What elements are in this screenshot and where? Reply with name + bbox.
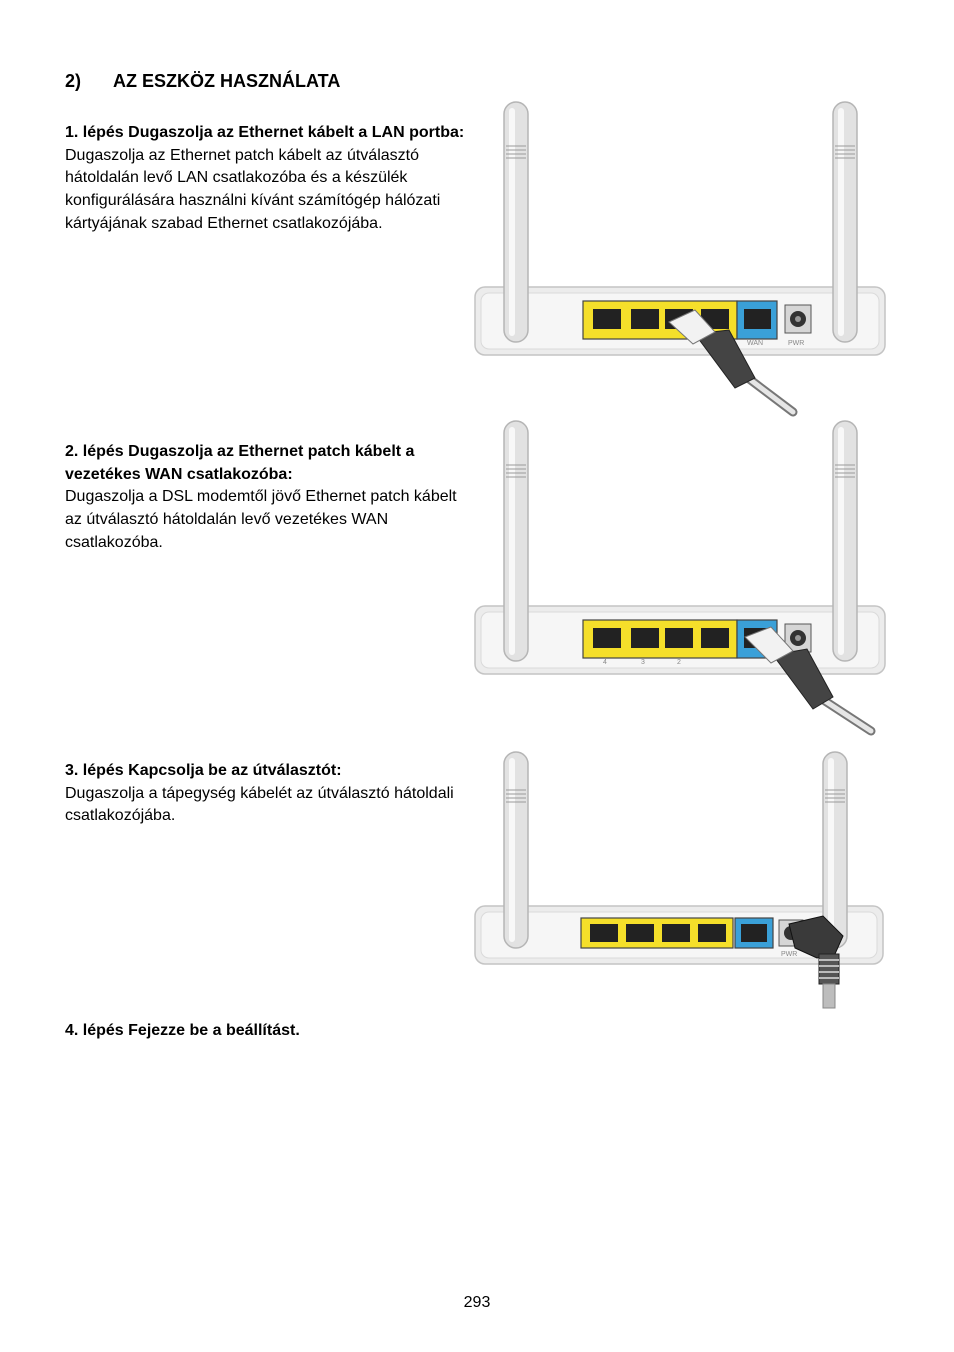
step-3 [65,760,465,828]
step-3-body: Dugaszolja a tápegység kábelét az útválasztó hátoldali csatlakozójába. [65,784,454,825]
page-number: 293 [463,1294,491,1311]
step-2-title: 2. lépés Dugaszolja az Ethernet patch kábelt a vezetékes WAN csatlakozóba: [65,443,415,483]
pwr-label: PWR [781,951,798,958]
router-figure-power [473,748,893,1068]
wan-label: WAN [747,340,764,347]
router-figure-wan [473,419,893,739]
port-label-4: 4 [603,659,607,666]
router-figure-lan [473,100,893,420]
section-title: AZ ESZKÖZ HASZNÁLATA [113,71,341,91]
router-illustration-power [473,748,893,1068]
router-illustration-wan [473,419,893,739]
step-3-title: 3. lépés Kapcsolja be az útválasztót: [65,762,342,779]
step-4 [65,1020,465,1043]
router-illustration-lan [473,100,893,420]
pwr-label: PWR [788,340,805,347]
section-number: 2) [65,71,82,91]
step-2-body: Dugaszolja a DSL modemtől jövő Ethernet patch kábelt az útválasztó hátoldalán levő vezetékes WAN csatlakozóba. [65,488,457,551]
step-4-title: 4. lépés Fejezze be a beállítást. [65,1022,300,1039]
section-heading [65,71,340,92]
step-1-body: Dugaszolja az Ethernet patch kábelt az útválasztó hátoldalán levő LAN csatlakozóba és a készülék konfigurálására használni kívánt számítógép hálózati kártyájának szabad Ethernet csatlakozójába. [65,146,441,232]
port-label-3: 3 [641,659,645,666]
step-1-title: 1. lépés Dugaszolja az Ethernet kábelt a LAN portba: [65,124,465,141]
step-2 [65,441,465,555]
port-label-2: 2 [677,659,681,666]
step-1 [65,122,465,236]
